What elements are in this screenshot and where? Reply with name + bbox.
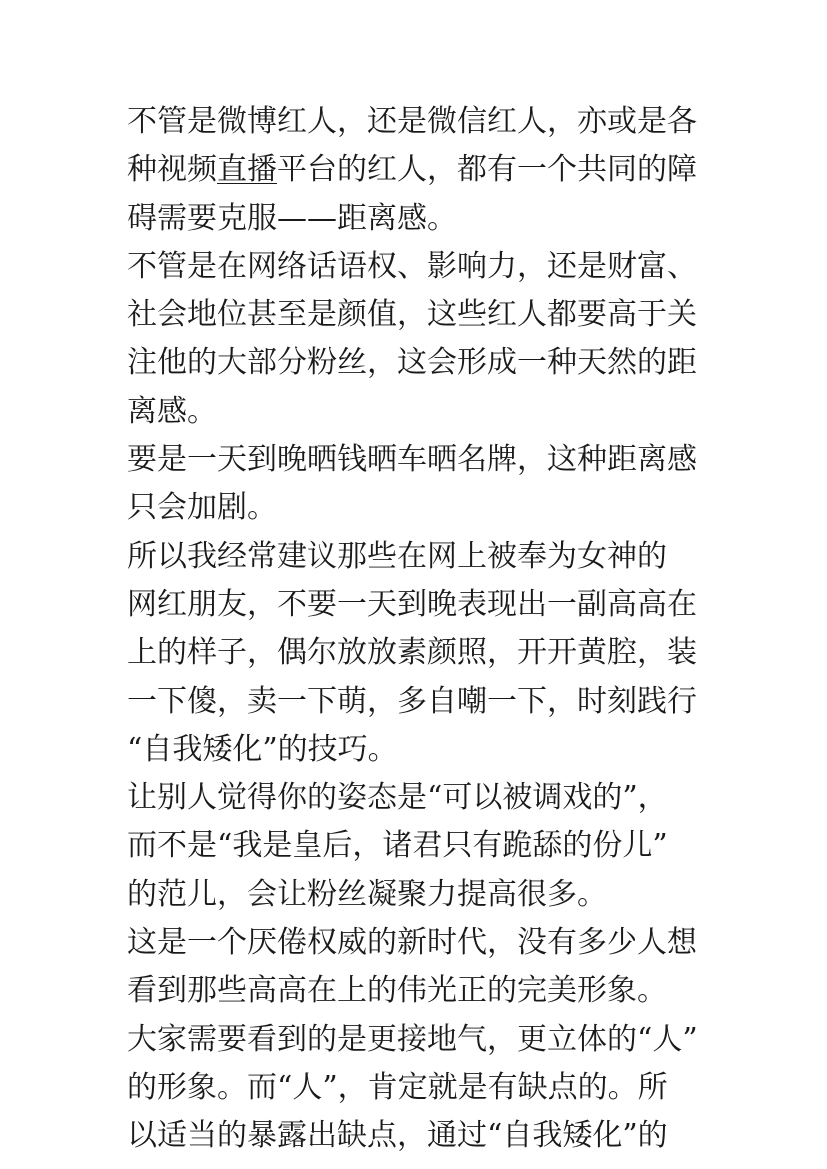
text-line: 离感。 [127,393,217,429]
text-line: 大家需要看到的是更接地气，更立体的“人” [127,1021,698,1057]
text-line: 要是一天到晚晒钱晒车晒名牌，这种距离感 [127,442,697,478]
text-line: 一下傻，卖一下萌，多自嘲一下，时刻践行 [127,683,697,719]
text-line: 不管是微博红人，还是微信红人，亦或是各 [127,104,697,139]
live-streaming-link[interactable]: 直播 [217,152,277,188]
text-line [127,146,707,194]
text-line: 所以我经常建议那些在网上被奉为女神的 [127,538,667,574]
article-body [127,98,707,1161]
text-line: 看到那些高高在上的伟光正的完美形象。 [127,973,667,1009]
text-line: 这是一个厌倦权威的新时代，没有多少人想 [127,925,697,961]
text-line: 不管是在网络话语权、影响力，还是财富、 [127,248,697,284]
text-segment: 种视频 [127,152,217,188]
text-line: 碍需要克服——距离感。 [127,200,457,236]
paragraph [127,533,707,774]
text-line: 而不是“我是皇后，诸君只有跪舔的份儿” [127,828,668,864]
text-line: 的范儿，会让粉丝凝聚力提高很多。 [127,876,607,912]
paragraph [127,436,707,533]
text-line: 只会加剧。 [127,490,277,526]
text-line: 网红朋友，不要一天到晚表现出一副高高在 [127,586,697,622]
paragraph [127,774,707,919]
text-line: 社会地位甚至是颜值，这些红人都要高于关 [127,297,697,333]
paragraph [127,919,707,1016]
text-line: 以适当的暴露出缺点，通过“自我矮化”的 [127,1118,668,1154]
text-line: 注他的大部分粉丝，这会形成一种天然的距 [127,345,697,381]
text-line: 让别人觉得你的姿态是“可以被调戏的”， [127,780,668,816]
text-line: 上的样子，偶尔放放素颜照，开开黄腔，装 [127,635,697,671]
text-line: “自我矮化”的技巧。 [127,731,398,767]
text-segment: 平台的红人，都有一个共同的障 [277,152,697,188]
text-line: 的形象。而“人”，肯定就是有缺点的。所 [127,1069,668,1105]
paragraph [127,1016,707,1161]
paragraph [127,98,707,243]
paragraph [127,243,707,436]
